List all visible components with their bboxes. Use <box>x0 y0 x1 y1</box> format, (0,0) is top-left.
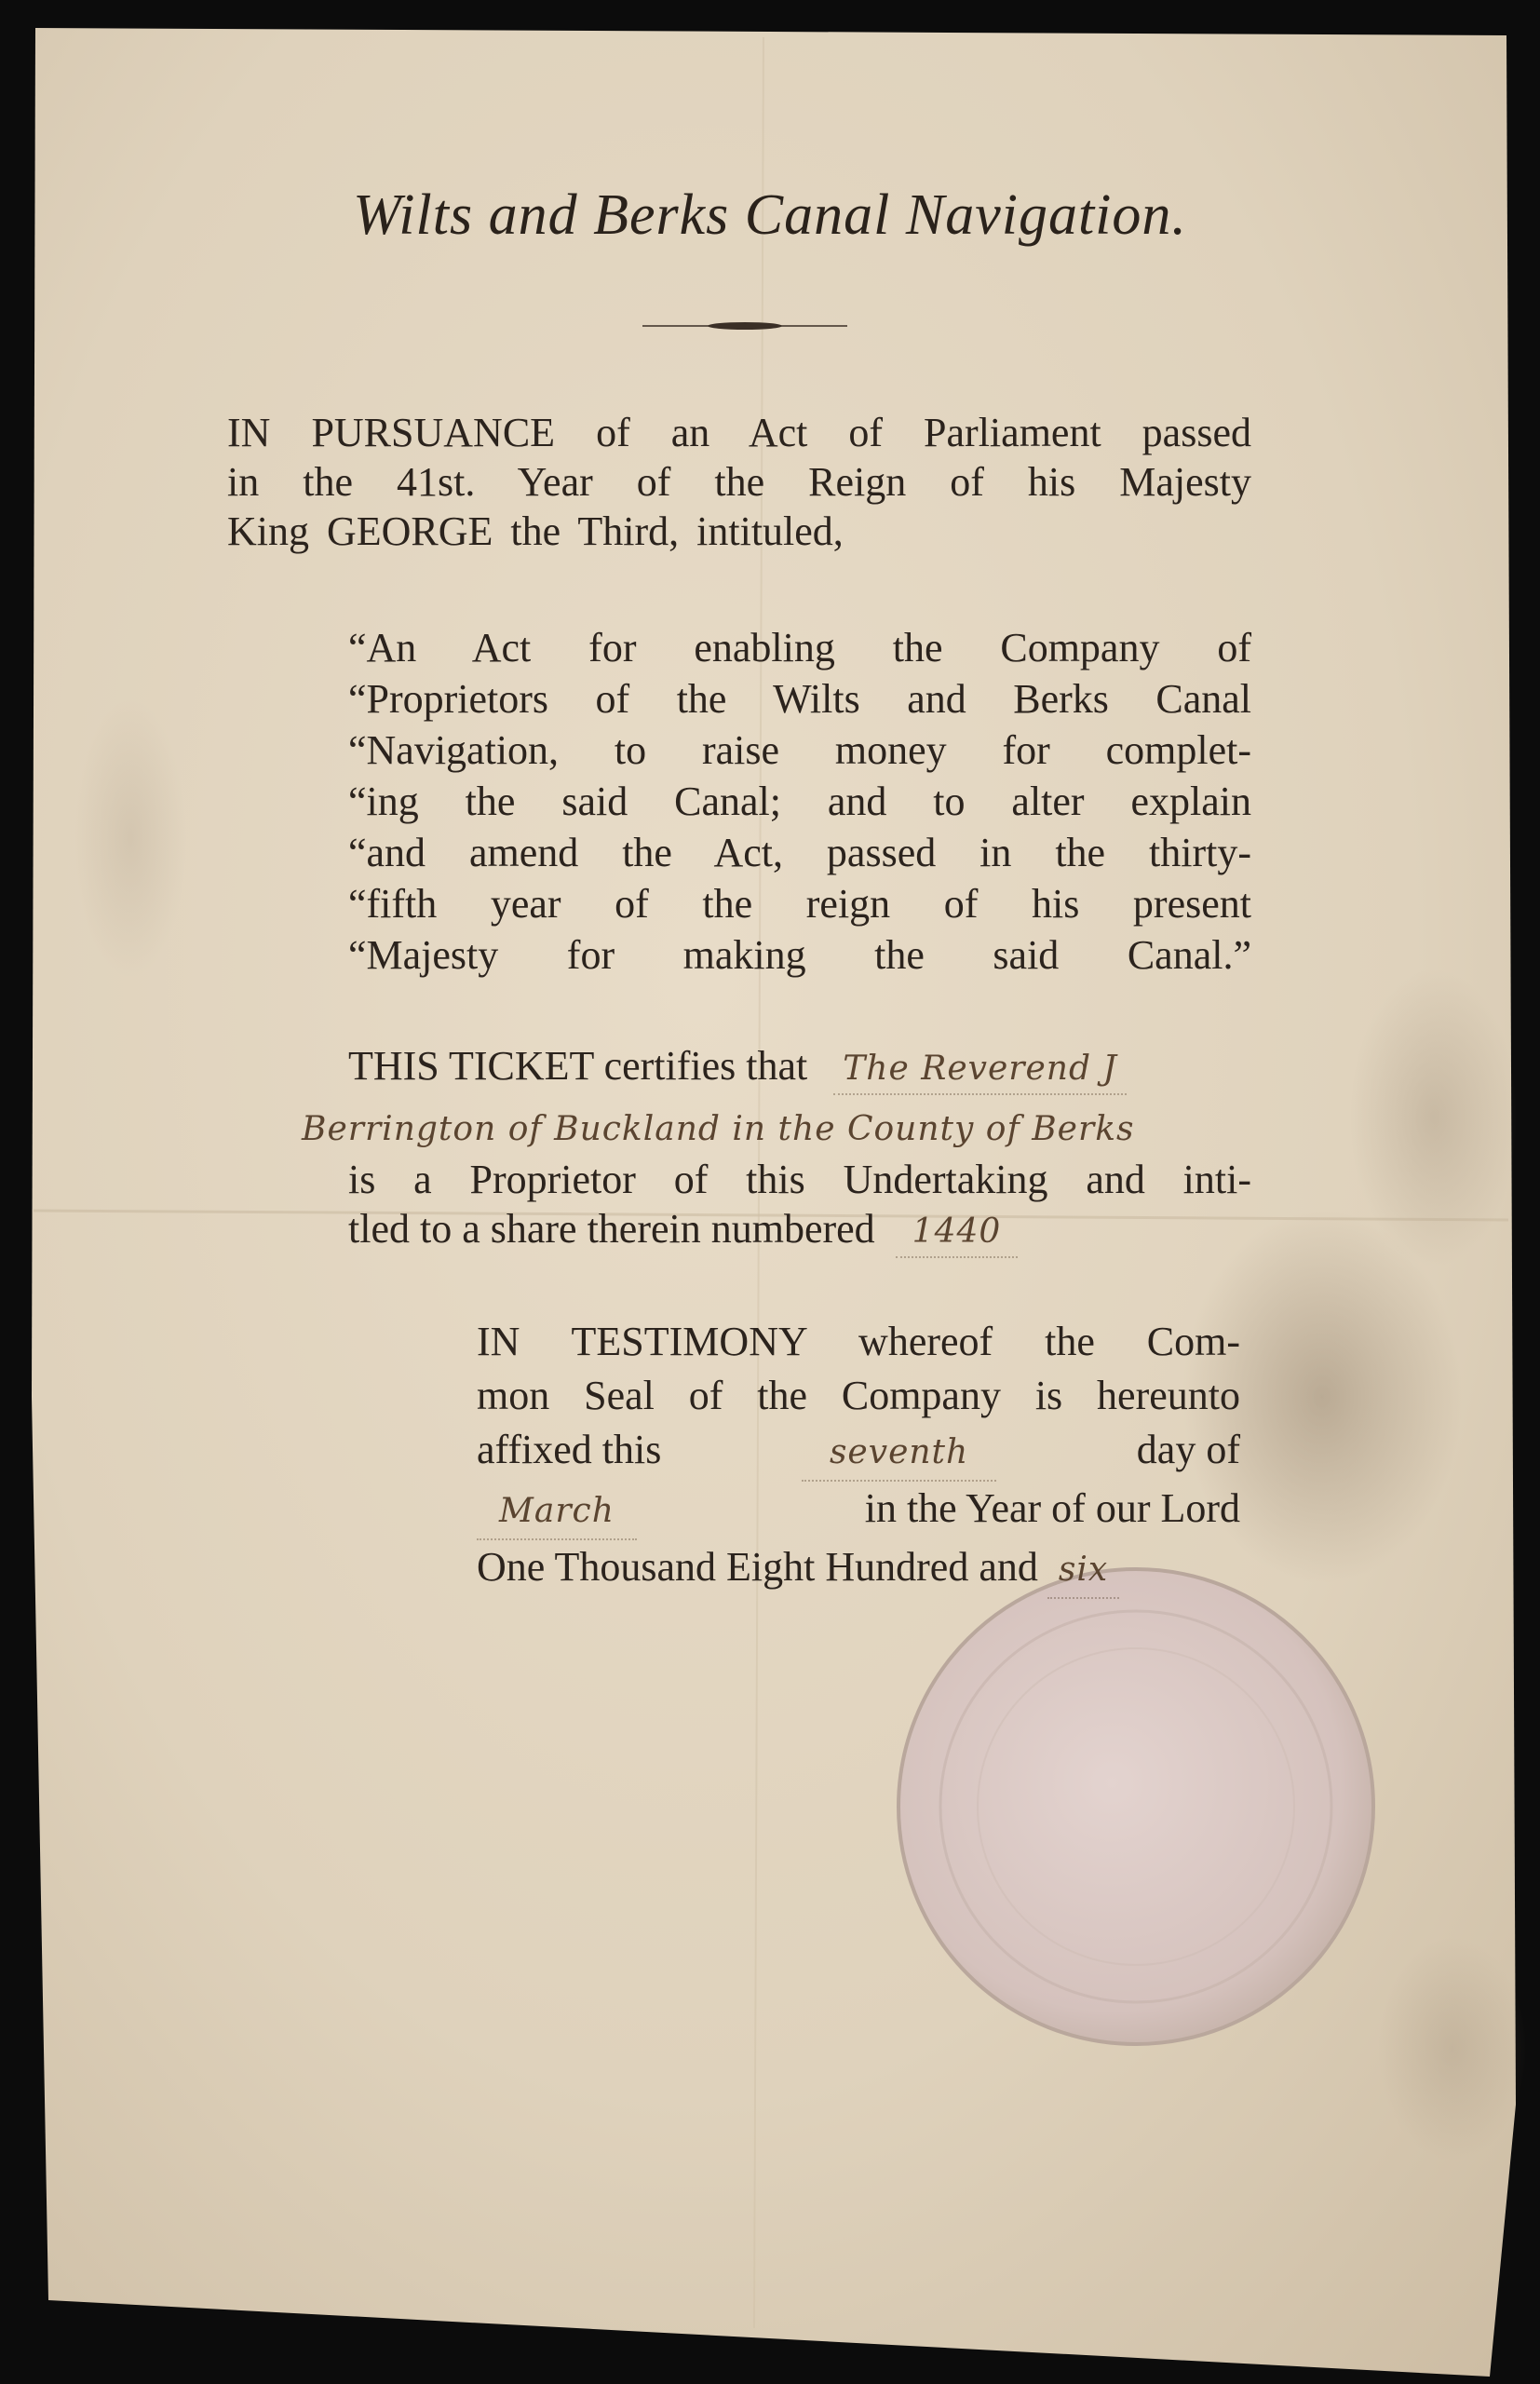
testimony-line: IN TESTIMONY whereof the Com- <box>477 1319 1240 1364</box>
act-quote-line: “Majesty for making the said Canal.” <box>348 932 1251 978</box>
pursuance-paragraph <box>227 408 1251 556</box>
act-quote-line: “ing the said Canal; and to alter explain <box>348 779 1251 824</box>
act-quote <box>348 622 1251 981</box>
pursuance-line: King GEORGE the Third, intituled, <box>227 508 844 554</box>
ticket-holder-name: The Reverend J <box>833 1044 1127 1095</box>
ticket-paragraph <box>348 1041 1391 1095</box>
testimony-line: One Thousand Eight Hundred and <box>477 1544 1038 1590</box>
ticket-lead: THIS TICKET certifies that <box>348 1043 808 1089</box>
ornamental-rule <box>642 321 847 331</box>
month-field: March <box>477 1484 637 1540</box>
act-quote-line: “Navigation, to raise money for complet- <box>348 727 1251 773</box>
document-title: Wilts and Berks Canal Navigation. <box>353 183 1187 247</box>
pursuance-line: IN PURSUANCE of an Act of Parliament passed <box>227 410 1251 455</box>
testimony-line: in the Year of our Lord <box>864 1485 1240 1531</box>
share-number: 1440 <box>896 1207 1019 1258</box>
testimony-paragraph <box>477 1315 1240 1599</box>
testimony-line: day of <box>1136 1427 1240 1472</box>
ticket-line: is a Proprietor of this Undertaking and inti- <box>348 1157 1251 1202</box>
ticket-line: tled to a share therein numbered <box>348 1206 875 1252</box>
act-quote-line: “Proprietors of the Wilts and Berks Canal <box>348 676 1251 722</box>
act-quote-line: “fifth year of the reign of his present <box>348 881 1251 927</box>
company-seal <box>898 1569 1373 2044</box>
testimony-line: affixed this <box>477 1427 662 1472</box>
day-field: seventh <box>802 1426 996 1482</box>
pursuance-line: in the 41st. Year of the Reign of his Majesty <box>227 459 1251 505</box>
ticket-holder-residence: Berrington of Buckland in the County of Berks <box>302 1110 1135 1148</box>
ticket-paragraph-continued <box>348 1155 1251 1258</box>
year-field: six <box>1047 1543 1119 1599</box>
act-quote-line: “and amend the Act, passed in the thirty- <box>348 830 1251 875</box>
act-quote-line: “An Act for enabling the Company of <box>348 625 1251 670</box>
testimony-line: mon Seal of the Company is hereunto <box>477 1373 1240 1418</box>
